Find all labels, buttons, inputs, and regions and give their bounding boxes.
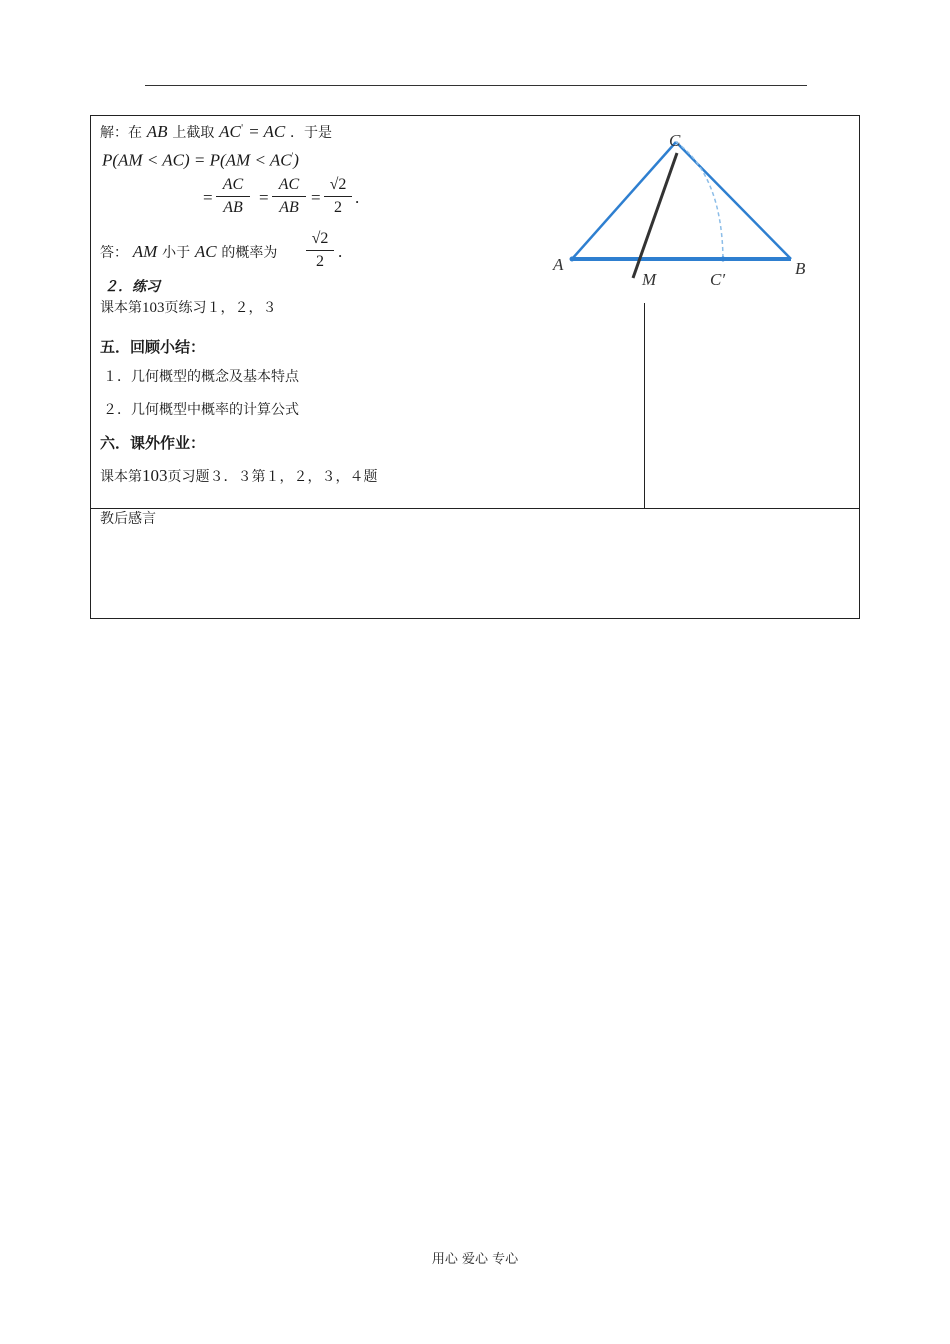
fraction-ac-over-ab: AC AB [272,175,306,218]
probability-equation: P(AM < AC) = P(AM < AC') [102,150,299,170]
homework-heading: 六．课外作业： [100,434,206,452]
triangle-figure [532,115,830,295]
practice-line: 课本第103页练习１，２，３ [100,300,277,316]
eq-sign-2: = [259,188,269,207]
review-item-1: １．几何概型的概念及基本特点 [103,369,299,385]
point-a [570,257,575,262]
page-footer: 用心 爱心 专心 [431,1252,519,1267]
eq-sign-3: = [311,188,321,207]
fraction-sqrt2-over-2: √2 2 [324,175,352,218]
point-c-prime [721,257,726,262]
answer-line: 答： AM 小于 AC 的概率为 [100,242,278,261]
review-heading: 五．回顾小结： [100,338,206,356]
side-cb [676,142,791,259]
table-column-divider [644,303,645,508]
answer-fraction: √2 2 [306,229,334,272]
eq-sign-1: = [203,188,213,207]
table-row-divider [90,508,860,509]
arc-c-to-c-prime [676,142,723,259]
label-a: A [553,255,564,274]
label-b: B [795,259,806,278]
reflection-label: 教后感言 [100,511,156,527]
fraction-ac-prime-over-ab: AC AB [216,175,250,218]
label-c: C [669,131,681,150]
homework-line: 课本第103页习题３．３第１，２，３，４题 [100,466,378,485]
label-c-prime: C′ [710,270,726,289]
review-item-2: ２．几何概型中概率的计算公式 [103,402,299,418]
solution-intro: 解：在 AB 上截取 AC' = AC ．于是 [100,122,333,141]
practice-heading: ２．练习 [104,279,160,295]
equation-period: . [355,188,360,207]
header-rule [145,85,807,86]
answer-period: . [338,242,343,261]
label-m: M [642,270,657,289]
